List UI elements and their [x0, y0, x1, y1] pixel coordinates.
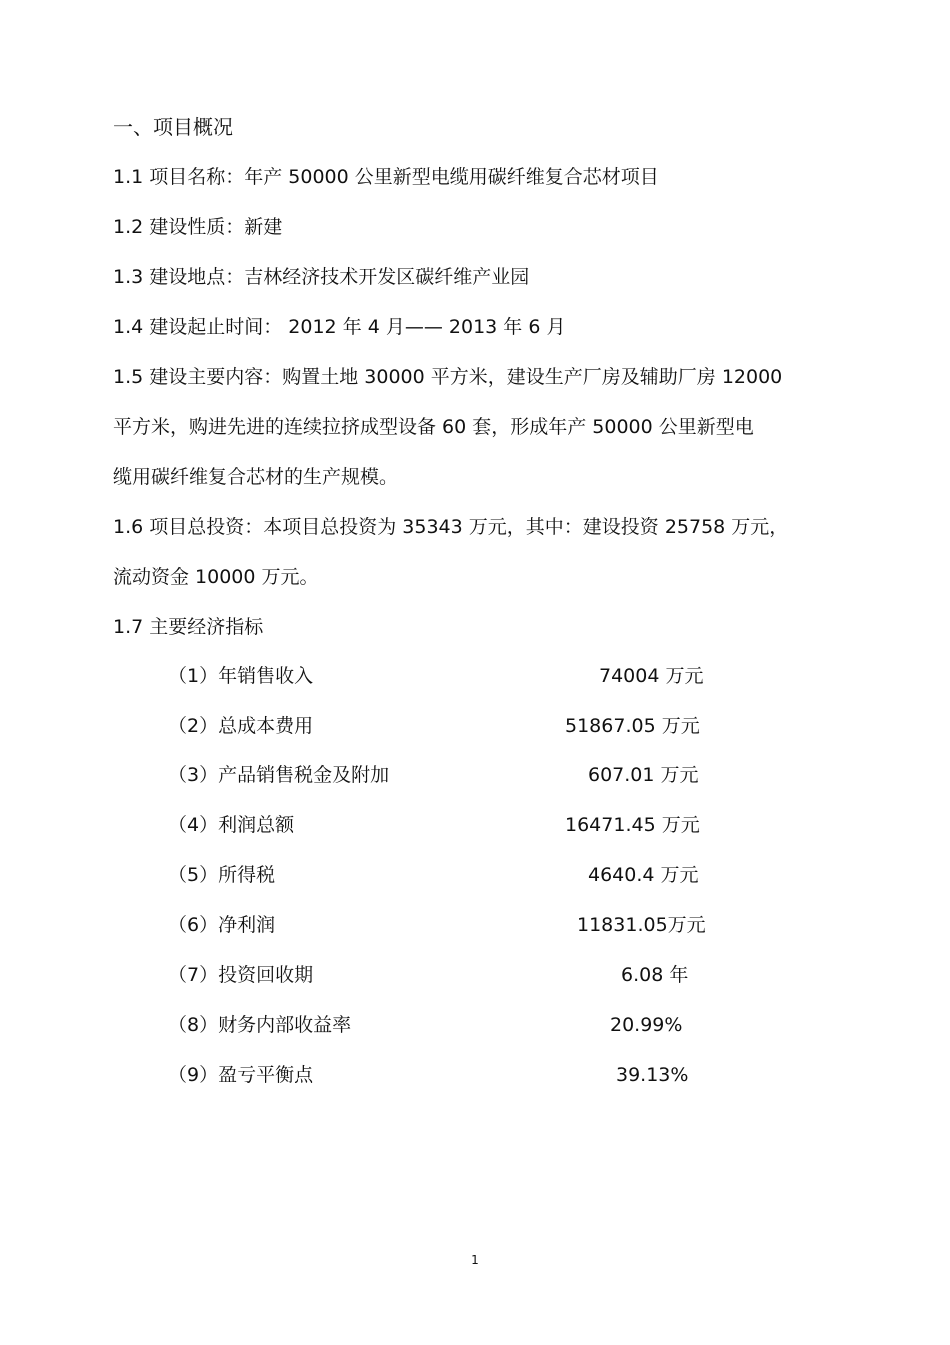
- indicator-value: 4640.4 万元: [588, 864, 699, 886]
- indicator-value: 6.08 年: [621, 964, 689, 986]
- economic-indicators-title: 1.7 主要经济指标: [113, 616, 264, 638]
- indicator-label: （6）净利润: [168, 914, 276, 936]
- section-heading: 一、项目概况: [113, 115, 233, 139]
- indicator-label: （8）财务内部收益率: [168, 1014, 352, 1036]
- project-name-line: 1.1 项目名称：年产 50000 公里新型电缆用碳纤维复合芯材项目: [113, 166, 659, 188]
- construction-content-line-1: 1.5 建设主要内容：购置土地 30000 平方米，建设生产厂房及辅助厂房 12000: [113, 366, 783, 388]
- total-investment-line-1: 1.6 项目总投资：本项目总投资为 35343 万元，其中：建设投资 25758 万元，: [113, 516, 789, 538]
- total-investment-line-2: 流动资金 10000 万元。: [113, 566, 319, 588]
- indicator-value: 11831.05万元: [577, 914, 706, 936]
- indicator-label: （7）投资回收期: [168, 964, 314, 986]
- indicator-label: （5）所得税: [168, 864, 276, 886]
- indicator-value: 51867.05 万元: [565, 715, 700, 737]
- indicator-label: （2）总成本费用: [168, 715, 314, 737]
- indicator-label: （1）年销售收入: [168, 665, 314, 687]
- construction-period-line: 1.4 建设起止时间： 2012 年 4 月—— 2013 年 6 月: [113, 316, 566, 338]
- indicator-value: 39.13%: [616, 1064, 689, 1086]
- construction-content-line-2: 平方米，购进先进的连续拉挤成型设备 60 套，形成年产 50000 公里新型电: [113, 416, 754, 438]
- indicator-value: 607.01 万元: [588, 764, 699, 786]
- construction-nature-line: 1.2 建设性质：新建: [113, 216, 283, 238]
- indicator-value: 74004 万元: [599, 665, 704, 687]
- indicator-value: 16471.45 万元: [565, 814, 700, 836]
- page-number: 1: [471, 1253, 479, 1267]
- indicator-label: （9）盈亏平衡点: [168, 1064, 314, 1086]
- indicator-label: （4）利润总额: [168, 814, 295, 836]
- construction-content-line-3: 缆用碳纤维复合芯材的生产规模。: [113, 466, 399, 488]
- construction-site-line: 1.3 建设地点：吉林经济技术开发区碳纤维产业园: [113, 266, 530, 288]
- indicator-value: 20.99%: [610, 1014, 683, 1036]
- indicator-label: （3）产品销售税金及附加: [168, 764, 390, 786]
